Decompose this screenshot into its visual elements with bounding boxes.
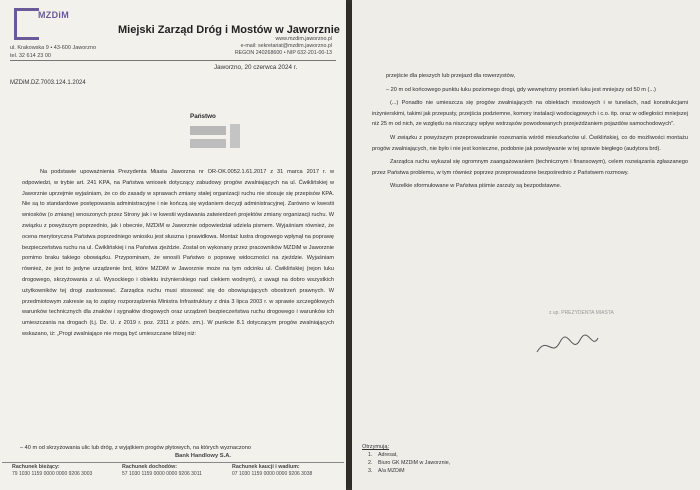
website-line: www.mzdim.jaworzno.pl xyxy=(275,36,332,42)
body-paragraph: – 20 m od końcowego punktu łuku poziomego drogi, gdy wewnętrzny promień łuku jest mniejszy od 50 m (...) xyxy=(386,86,656,93)
reference-number: MZDiM.DZ.7003.124.1.2024 xyxy=(10,80,86,86)
signature-icon xyxy=(532,330,602,360)
account-income xyxy=(122,464,202,478)
addressee-label: Państwo xyxy=(190,113,216,120)
account-label: Rachunek dochodów: xyxy=(122,464,178,470)
quote-item: – 40 m od skrzyżowania ulic lub dróg, z wyjątkiem progów płytowych, na których wyznaczono xyxy=(20,445,251,451)
body-paragraph: W związku z powyższym przeprowadzanie rozeznania wśród mieszkańców ul. Ćwiklińskiej, co do możliwości montażu progów zwalniających, nie było i nie jest konieczne, podobnie jak powoływanie w tej sprawie biegłego (audytora brd). xyxy=(372,134,688,152)
logo-text: MZDiM xyxy=(38,10,69,20)
account-number: 07 1030 1159 0000 0000 9206 3038 xyxy=(232,471,313,477)
contact-block xyxy=(235,36,332,57)
bank-name: Bank Handlowy S.A. xyxy=(175,453,232,459)
mzdim-logo xyxy=(14,8,92,48)
header-divider xyxy=(10,60,336,61)
body-paragraph: przejście dla pieszych lub przejazd dla rowerzystów, xyxy=(386,73,516,79)
stamp-text: z up. PREZYDENTA MIASTA xyxy=(549,310,614,316)
redacted-name xyxy=(190,126,226,135)
phone-line: tel. 32 614 23 00 xyxy=(10,53,51,59)
logo-mark-icon xyxy=(14,8,39,40)
email-line: e-mail: sekretariat@mzdim.jaworzno.pl xyxy=(240,43,332,49)
redacted-block xyxy=(230,124,240,148)
address-block xyxy=(10,44,96,60)
body-paragraph: Wszelkie sformułowane w Państwa piśmie zarzuty są bezpodstawne. xyxy=(390,183,562,190)
receivers-label: Otrzymują: xyxy=(362,444,390,450)
place-date: Jaworzno, 20 czerwca 2024 r. xyxy=(214,64,298,71)
body-paragraph: Na podstawie upoważnienia Prezydenta Miasta Jaworzna nr OR-OK.0052.1.61.2017 z 31 marca 2017 r. w odpowiedzi, w trybie art. 241 KPA, na Państwa wniosek dotyczący zabudowy progów zwalniających na ul. Ćwiklińskiej w Jaworznie uprzejmie wyjaśniam, że co do zasady w sprawach zmiany stałej organizacji ruchu nie stosuje się przepisów KPA. Nie są to standardowe postępowania administracyjne i nie kończą się wydaniem decyzji administracyjnej. Zarówno w kwestii wniosków (o zmianę) wnoszonych przez Strony jak i w kwestii wydawania zatwierdzeń projektów zmiany organizacji ruchu. W związku z powyższym poprzednio, jak i obecnie, MZDiM w Jaworznie odpowiedział udziela pismem. Wyjaśniam również, że ocena merytoryczna Państwa poprzedniego wniosku jest słuszna i prawidłowa. Montaż lustra drogowego wpłynął na poprawę bezpieczeństwa ruchu na ul. Ćwiklińskiej i na Państwa zjeździe. Został on wykonany przez pracowników MZDiM w Jaworznie pomimo braku takiego obowiązku. Przypominam, że wnosili Państwo o poprawę widoczności na zjeździe. Wyjaśniam również, że jest to jedyne urządzenie brd, które MZDiM w Jaworznie może na tym odcinku ul. Ćwiklińskiej (rejon luku drogowego, skrzyżowania z ul. Wysockiego i obiektu inżynierskiego nad ciekiem wodnym), z uwagi na dobro wszystkich użytkowników tej drogi zastosować. Zarządca ruchu musi stosować się do obowiązujących obostrzeń prawnych. W przedmiotowym zakresie są to zapisy rozporządzenia Ministra Infrastruktury z dnia 3 lipca 2003 r. w sprawie szczegółowych warunków technicznych dla znaków i sygnałów drogowych oraz urządzeń bezpieczeństwa ruchu drogowego i warunków ich umieszczania na drogach (t.j. Dz. U. z 2019 r. poz. 2311 z późn. zm.). W punkcie 8.1 dotyczącym progów zwalniających wskazano, iż: „Progi zwalniające nie mogą być umieszczane bliżej niż: xyxy=(22,169,334,337)
account-label: Rachunek bieżący: xyxy=(12,464,60,470)
letter-body xyxy=(22,167,334,340)
regon-nip-line: REGON 240268600 • NIP 632-201-00-13 xyxy=(234,50,332,56)
account-current xyxy=(12,464,92,478)
list-item: 3. A/a MZDiM xyxy=(368,468,405,474)
account-label: Rachunek kaucji i wadium: xyxy=(232,464,300,470)
body-paragraph: (...) Ponadto nie umieszcza się progów zwalniających na obiektach mostowych i w tunelach, nad konstrukcjami inżynierskimi, takimi jak przepusty, przejścia podziemne, komory instalacji wodociągowych i c.o. itp. oraz w odległości mniejszej niż 25 m od nich, ze względu na niszczący wpływ wstrząsów powodowanych przejeżdżaniem pojazdów samochodowych". xyxy=(372,100,688,128)
account-deposit xyxy=(232,464,312,478)
body-paragraph: Zarządca ruchu wykazał się ogromnym zaangażowaniem (technicznym i finansowym), celem rozwiązania zgłaszanego przez Państwa problemu, w tym również poprzez przeprowadzone bezpośrednio z Państwem rozmowy. xyxy=(372,159,688,176)
redacted-address xyxy=(190,139,226,148)
footer-divider xyxy=(2,462,344,463)
letter-body-continued xyxy=(372,71,688,195)
organization-name: Miejski Zarząd Dróg i Mostów w Jaworznie xyxy=(118,24,340,36)
receivers-list xyxy=(368,451,450,475)
letter-page-2 xyxy=(352,0,700,490)
list-item: 1. Adresat, xyxy=(368,452,398,458)
list-item: 2. Biuro GK MZDiM w Jaworznie, xyxy=(368,460,451,466)
account-number: 79 1030 1159 0000 0000 9206 3003 xyxy=(12,471,93,477)
address-line: ul. Krakowska 9 • 43-600 Jaworzno xyxy=(10,45,96,51)
account-number: 57 1030 1159 0000 0000 9206 3011 xyxy=(122,471,202,477)
letter-page-1 xyxy=(0,0,346,490)
